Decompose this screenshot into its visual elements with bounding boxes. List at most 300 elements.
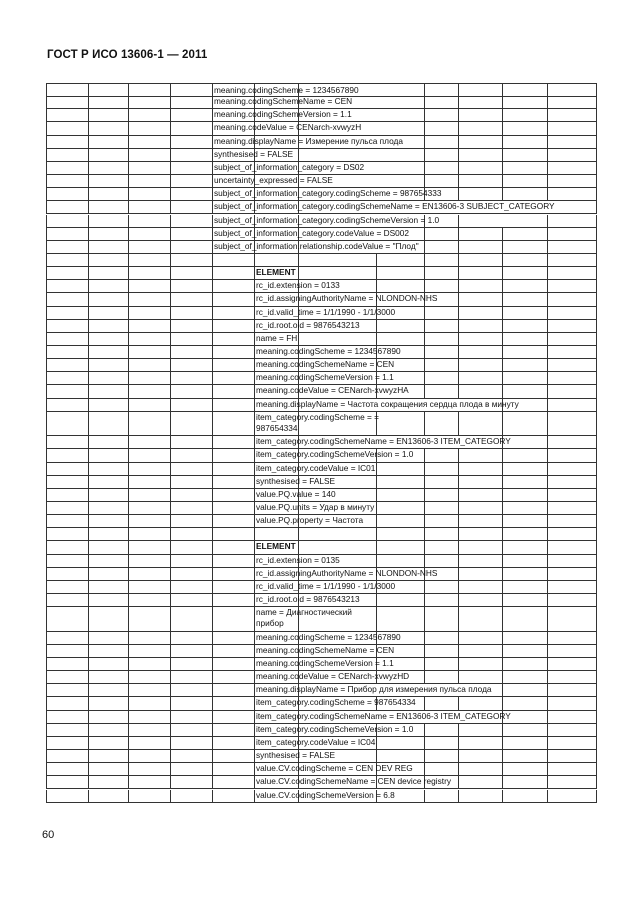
column-divider — [128, 359, 129, 372]
column-divider — [128, 307, 129, 320]
column-divider — [170, 162, 171, 175]
cell-text: item_category.codingSchemeName = EN13606-3 ITEM_CATEGORY — [256, 436, 511, 447]
column-divider — [170, 280, 171, 293]
table-row — [46, 320, 597, 333]
column-divider — [458, 228, 459, 241]
column-divider — [502, 724, 503, 737]
column-divider — [458, 502, 459, 515]
column-divider — [547, 412, 548, 437]
column-divider — [424, 671, 425, 684]
column-divider — [502, 476, 503, 489]
column-divider — [46, 671, 47, 684]
column-divider — [88, 293, 89, 306]
column-divider — [170, 149, 171, 162]
column-divider — [46, 541, 47, 554]
column-divider — [170, 476, 171, 489]
column-divider — [212, 555, 213, 568]
column-divider — [547, 671, 548, 684]
column-divider — [547, 724, 548, 737]
column-divider — [458, 333, 459, 346]
column-divider — [46, 684, 47, 697]
column-divider — [502, 449, 503, 462]
cell-text: item_category.codeValue = IC01 — [256, 462, 376, 473]
column-divider — [547, 293, 548, 306]
table-row — [46, 724, 597, 737]
table-row — [46, 412, 597, 437]
column-divider — [502, 776, 503, 789]
column-divider — [547, 568, 548, 581]
cell-text: name = FH — [256, 332, 298, 343]
column-divider — [212, 307, 213, 320]
column-divider — [46, 122, 47, 135]
column-divider — [376, 515, 377, 528]
column-divider — [128, 528, 129, 541]
column-divider — [424, 346, 425, 359]
column-divider — [212, 293, 213, 306]
column-divider — [88, 412, 89, 437]
column-divider — [212, 737, 213, 750]
column-divider — [128, 790, 129, 803]
column-divider — [596, 684, 597, 697]
column-divider — [458, 463, 459, 476]
column-divider — [170, 737, 171, 750]
column-divider — [376, 502, 377, 515]
column-divider — [46, 412, 47, 437]
column-divider — [46, 109, 47, 122]
column-divider — [88, 228, 89, 241]
column-divider — [88, 385, 89, 398]
cell-text: value.PQ.units = Удар в минуту — [256, 502, 375, 512]
column-divider — [458, 254, 459, 267]
column-divider — [212, 711, 213, 724]
column-divider — [128, 109, 129, 122]
column-divider — [502, 658, 503, 671]
column-divider — [547, 320, 548, 333]
column-divider — [128, 750, 129, 763]
column-divider — [547, 122, 548, 135]
column-divider — [88, 594, 89, 607]
column-divider — [88, 724, 89, 737]
cell-text: value.CV.codingSchemeName = CEN device registry — [256, 776, 451, 787]
column-divider — [170, 372, 171, 385]
column-divider — [46, 267, 47, 280]
column-divider — [88, 463, 89, 476]
column-divider — [596, 215, 597, 228]
column-divider — [596, 436, 597, 449]
column-divider — [424, 228, 425, 241]
column-divider — [212, 528, 213, 541]
column-divider — [88, 581, 89, 594]
column-divider — [596, 607, 597, 632]
column-divider — [424, 359, 425, 372]
column-divider — [88, 607, 89, 632]
table-row — [46, 122, 597, 135]
column-divider — [424, 594, 425, 607]
cell-text: rc_id.root.oid = 9876543213 — [256, 594, 360, 605]
table-row — [46, 372, 597, 385]
column-divider — [298, 267, 299, 280]
column-divider — [170, 528, 171, 541]
column-divider — [212, 763, 213, 776]
column-divider — [170, 449, 171, 462]
table-row — [46, 359, 597, 372]
column-divider — [46, 750, 47, 763]
column-divider — [212, 594, 213, 607]
column-divider — [424, 515, 425, 528]
column-divider — [458, 776, 459, 789]
table-row — [46, 241, 597, 254]
column-divider — [596, 333, 597, 346]
column-divider — [88, 175, 89, 188]
column-divider — [128, 293, 129, 306]
column-divider — [424, 175, 425, 188]
column-divider — [212, 412, 213, 437]
column-divider — [170, 359, 171, 372]
column-divider — [596, 763, 597, 776]
column-divider — [424, 581, 425, 594]
column-divider — [502, 280, 503, 293]
column-divider — [547, 776, 548, 789]
column-divider — [596, 528, 597, 541]
column-divider — [424, 658, 425, 671]
column-divider — [547, 228, 548, 241]
column-divider — [458, 671, 459, 684]
column-divider — [88, 737, 89, 750]
column-divider — [170, 645, 171, 658]
column-divider — [458, 96, 459, 109]
column-divider — [46, 162, 47, 175]
column-divider — [424, 697, 425, 710]
column-divider — [212, 776, 213, 789]
column-divider — [170, 555, 171, 568]
column-divider — [88, 372, 89, 385]
column-divider — [212, 399, 213, 412]
column-divider — [170, 96, 171, 109]
column-divider — [596, 267, 597, 280]
column-divider — [547, 555, 548, 568]
column-divider — [88, 307, 89, 320]
column-divider — [170, 790, 171, 803]
column-divider — [170, 750, 171, 763]
column-divider — [88, 541, 89, 554]
column-divider — [547, 463, 548, 476]
table-row — [46, 83, 597, 97]
column-divider — [128, 476, 129, 489]
column-divider — [424, 502, 425, 515]
column-divider — [596, 658, 597, 671]
column-divider — [128, 201, 129, 214]
column-divider — [596, 359, 597, 372]
column-divider — [88, 555, 89, 568]
column-divider — [170, 436, 171, 449]
column-divider — [547, 737, 548, 750]
column-divider — [170, 228, 171, 241]
column-divider — [88, 750, 89, 763]
column-divider — [424, 122, 425, 135]
table-row — [46, 750, 597, 763]
column-divider — [88, 215, 89, 228]
column-divider — [88, 188, 89, 201]
column-divider — [424, 109, 425, 122]
column-divider — [424, 280, 425, 293]
column-divider — [46, 568, 47, 581]
column-divider — [88, 136, 89, 149]
column-divider — [128, 399, 129, 412]
column-divider — [212, 359, 213, 372]
column-divider — [128, 267, 129, 280]
column-divider — [458, 320, 459, 333]
column-divider — [128, 162, 129, 175]
table-row — [46, 790, 597, 803]
cell-text: value.CV.codingScheme = CEN DEV REG — [256, 763, 413, 774]
column-divider — [502, 737, 503, 750]
column-divider — [458, 385, 459, 398]
column-divider — [128, 280, 129, 293]
column-divider — [212, 684, 213, 697]
cell-text: item_category.codingSchemeVersion = 1.0 — [256, 449, 414, 460]
column-divider — [376, 489, 377, 502]
column-divider — [547, 594, 548, 607]
column-divider — [458, 136, 459, 149]
table-row — [46, 162, 597, 175]
column-divider — [46, 436, 47, 449]
column-divider — [547, 162, 548, 175]
table-row — [46, 175, 597, 188]
column-divider — [376, 333, 377, 346]
table-row — [46, 307, 597, 320]
column-divider — [88, 162, 89, 175]
column-divider — [212, 267, 213, 280]
column-divider — [596, 568, 597, 581]
column-divider — [596, 307, 597, 320]
page-number: 60 — [42, 829, 55, 841]
column-divider — [88, 399, 89, 412]
cell-text: synthesised = FALSE — [256, 475, 336, 486]
column-divider — [502, 136, 503, 149]
column-divider — [170, 763, 171, 776]
column-divider — [128, 607, 129, 632]
column-divider — [547, 346, 548, 359]
column-divider — [170, 568, 171, 581]
cell-text: meaning.codingSchemeName = CEN — [256, 359, 395, 370]
column-divider — [458, 476, 459, 489]
column-divider — [170, 724, 171, 737]
column-divider — [46, 724, 47, 737]
cell-text: meaning.codeValue = CENarch-xvwyzHD — [256, 671, 410, 682]
column-divider — [502, 645, 503, 658]
cell-text: rc_id.valid_time = 1/1/1990 - 1/1/3000 — [256, 580, 396, 591]
column-divider — [424, 385, 425, 398]
column-divider — [128, 724, 129, 737]
column-divider — [458, 763, 459, 776]
column-divider — [502, 333, 503, 346]
column-divider — [502, 175, 503, 188]
column-divider — [502, 267, 503, 280]
column-divider — [128, 241, 129, 254]
column-divider — [298, 333, 299, 346]
cell-text: uncertainty_expressed = FALSE — [214, 175, 333, 186]
cell-text: meaning.codingSchemeVersion = 1.1 — [214, 109, 352, 120]
column-divider — [596, 96, 597, 109]
cell-text: meaning.codingSchemeName = CEN — [256, 644, 395, 655]
column-divider — [596, 776, 597, 789]
cell-text: item_category.codingScheme = = 987654334 — [256, 411, 379, 433]
column-divider — [458, 149, 459, 162]
cell-text: meaning.codingScheme = 1234567890 — [214, 85, 359, 95]
column-divider — [212, 320, 213, 333]
column-divider — [458, 697, 459, 710]
cell-text: name = Диагностический прибор — [256, 607, 352, 629]
table-row — [46, 763, 597, 776]
column-divider — [170, 346, 171, 359]
column-divider — [376, 463, 377, 476]
cell-text: meaning.codingSchemeName = CEN — [214, 96, 353, 107]
column-divider — [128, 96, 129, 109]
cell-text: item_category.codingSchemeName = EN13606-3 ITEM_CATEGORY — [256, 710, 511, 721]
column-divider — [46, 399, 47, 412]
column-divider — [596, 399, 597, 412]
column-divider — [502, 412, 503, 437]
table-row — [46, 711, 597, 724]
column-divider — [376, 476, 377, 489]
column-divider — [596, 594, 597, 607]
column-divider — [88, 320, 89, 333]
column-divider — [458, 109, 459, 122]
column-divider — [424, 307, 425, 320]
column-divider — [547, 267, 548, 280]
column-divider — [88, 489, 89, 502]
table-row — [46, 489, 597, 502]
cell-text: rc_id.assigningAuthorityName = NLONDON-NHS — [256, 293, 438, 304]
column-divider — [596, 724, 597, 737]
column-divider — [596, 109, 597, 122]
column-divider — [170, 215, 171, 228]
column-divider — [128, 122, 129, 135]
column-divider — [424, 737, 425, 750]
column-divider — [502, 763, 503, 776]
column-divider — [547, 489, 548, 502]
column-divider — [502, 228, 503, 241]
column-divider — [547, 372, 548, 385]
column-divider — [88, 346, 89, 359]
column-divider — [170, 399, 171, 412]
column-divider — [596, 502, 597, 515]
column-divider — [46, 581, 47, 594]
column-divider — [547, 449, 548, 462]
column-divider — [502, 346, 503, 359]
cell-text: item_category.codeValue = IC04 — [256, 736, 376, 747]
column-divider — [458, 267, 459, 280]
column-divider — [88, 333, 89, 346]
column-divider — [547, 399, 548, 412]
column-divider — [128, 645, 129, 658]
column-divider — [458, 122, 459, 135]
column-divider — [88, 658, 89, 671]
column-divider — [458, 528, 459, 541]
column-divider — [547, 333, 548, 346]
column-divider — [170, 581, 171, 594]
column-divider — [170, 463, 171, 476]
column-divider — [458, 372, 459, 385]
column-divider — [547, 476, 548, 489]
column-divider — [46, 96, 47, 109]
column-divider — [298, 254, 299, 267]
column-divider — [212, 658, 213, 671]
column-divider — [502, 320, 503, 333]
column-divider — [424, 607, 425, 632]
column-divider — [596, 201, 597, 214]
cell-text: item_category.codingSchemeVersion = 1.0 — [256, 723, 414, 734]
column-divider — [88, 515, 89, 528]
column-divider — [458, 737, 459, 750]
column-divider — [547, 280, 548, 293]
cell-text: meaning.displayName = Частота сокращения сердца плода в минуту — [256, 398, 519, 409]
column-divider — [424, 149, 425, 162]
column-divider — [88, 267, 89, 280]
column-divider — [212, 463, 213, 476]
column-divider — [128, 372, 129, 385]
column-divider — [128, 385, 129, 398]
column-divider — [298, 149, 299, 162]
column-divider — [502, 581, 503, 594]
column-divider — [88, 254, 89, 267]
column-divider — [502, 750, 503, 763]
column-divider — [170, 122, 171, 135]
cell-text: subject_of_information.relationship.codeValue = "Плод" — [214, 240, 419, 251]
column-divider — [458, 215, 459, 228]
column-divider — [596, 293, 597, 306]
column-divider — [502, 293, 503, 306]
element-heading: ELEMENT — [256, 541, 296, 552]
column-divider — [128, 711, 129, 724]
column-divider — [88, 476, 89, 489]
spacer-row — [46, 528, 597, 541]
column-divider — [547, 541, 548, 554]
column-divider — [596, 671, 597, 684]
column-divider — [88, 109, 89, 122]
column-divider — [170, 109, 171, 122]
column-divider — [424, 162, 425, 175]
column-divider — [46, 594, 47, 607]
cell-text: value.CV.codingSchemeVersion = 6.8 — [256, 789, 395, 800]
column-divider — [424, 449, 425, 462]
column-divider — [46, 555, 47, 568]
column-divider — [212, 568, 213, 581]
column-divider — [502, 555, 503, 568]
column-divider — [596, 136, 597, 149]
column-divider — [458, 175, 459, 188]
column-divider — [88, 359, 89, 372]
column-divider — [170, 671, 171, 684]
table-row — [46, 136, 597, 149]
column-divider — [547, 136, 548, 149]
table-row — [46, 658, 597, 671]
column-divider — [128, 776, 129, 789]
column-divider — [502, 528, 503, 541]
column-divider — [596, 385, 597, 398]
column-divider — [376, 555, 377, 568]
column-divider — [128, 463, 129, 476]
column-divider — [596, 346, 597, 359]
column-divider — [424, 463, 425, 476]
column-divider — [88, 697, 89, 710]
cell-text: meaning.codeValue = CENarch-xvwyzH — [214, 122, 362, 133]
column-divider — [458, 594, 459, 607]
column-divider — [170, 684, 171, 697]
column-divider — [547, 697, 548, 710]
column-divider — [458, 645, 459, 658]
column-divider — [170, 293, 171, 306]
